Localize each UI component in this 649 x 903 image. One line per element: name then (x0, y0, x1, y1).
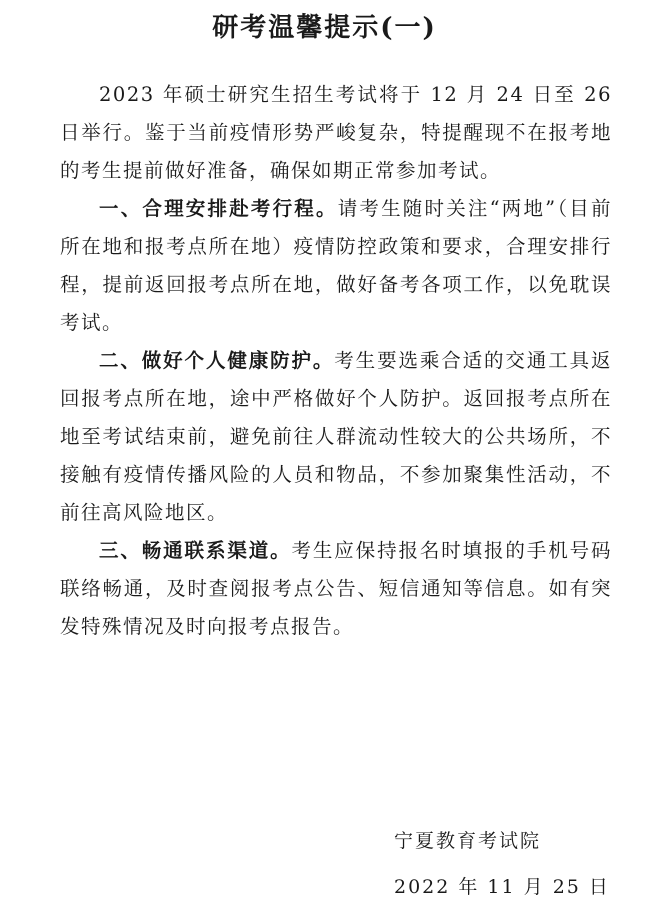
issue-date: 2022 年 11 月 25 日 (394, 876, 610, 898)
intro-paragraph: 2023 年硕士研究生招生考试将于 12 月 24 日至 26 日举行。鉴于当前疫情形势严峻复杂，特提醒现不在报考地的考生提前做好准备，确保如期正常参加考试。 (60, 83, 612, 182)
section-heading-2: 二、做好个人健康防护。 (99, 349, 335, 372)
notice-body (60, 76, 612, 646)
section-heading-1: 一、合理安排赴考行程。 (99, 197, 338, 220)
page-title: 研考温馨提示(一) (212, 13, 437, 43)
section-text-2: 考生要选乘合适的交通工具返回报考点所在地，途中严格做好个人防护。返回报考点所在地至考试结束前，避免前往人群流动性较大的公共场所，不接触有疫情传播风险的人员和物品，不参加聚集性活动，不前往高风险地区。 (60, 349, 612, 524)
issuing-organization: 宁夏教育考试院 (394, 830, 542, 852)
section-paragraph-1 (60, 190, 612, 342)
section-text-1: 请考生随时关注“两地”（目前所在地和报考点所在地）疫情防控政策和要求，合理安排行程，提前返回报考点所在地，做好备考各项工作，以免耽误考试。 (60, 197, 612, 334)
section-heading-3: 三、畅通联系渠道。 (99, 539, 292, 562)
section-text-3: 考生应保持报名时填报的手机号码联络畅通，及时查阅报考点公告、短信通知等信息。如有突发特殊情况及时向报考点报告。 (60, 539, 612, 638)
section-paragraph-3 (60, 532, 612, 646)
section-paragraph-2 (60, 342, 612, 532)
